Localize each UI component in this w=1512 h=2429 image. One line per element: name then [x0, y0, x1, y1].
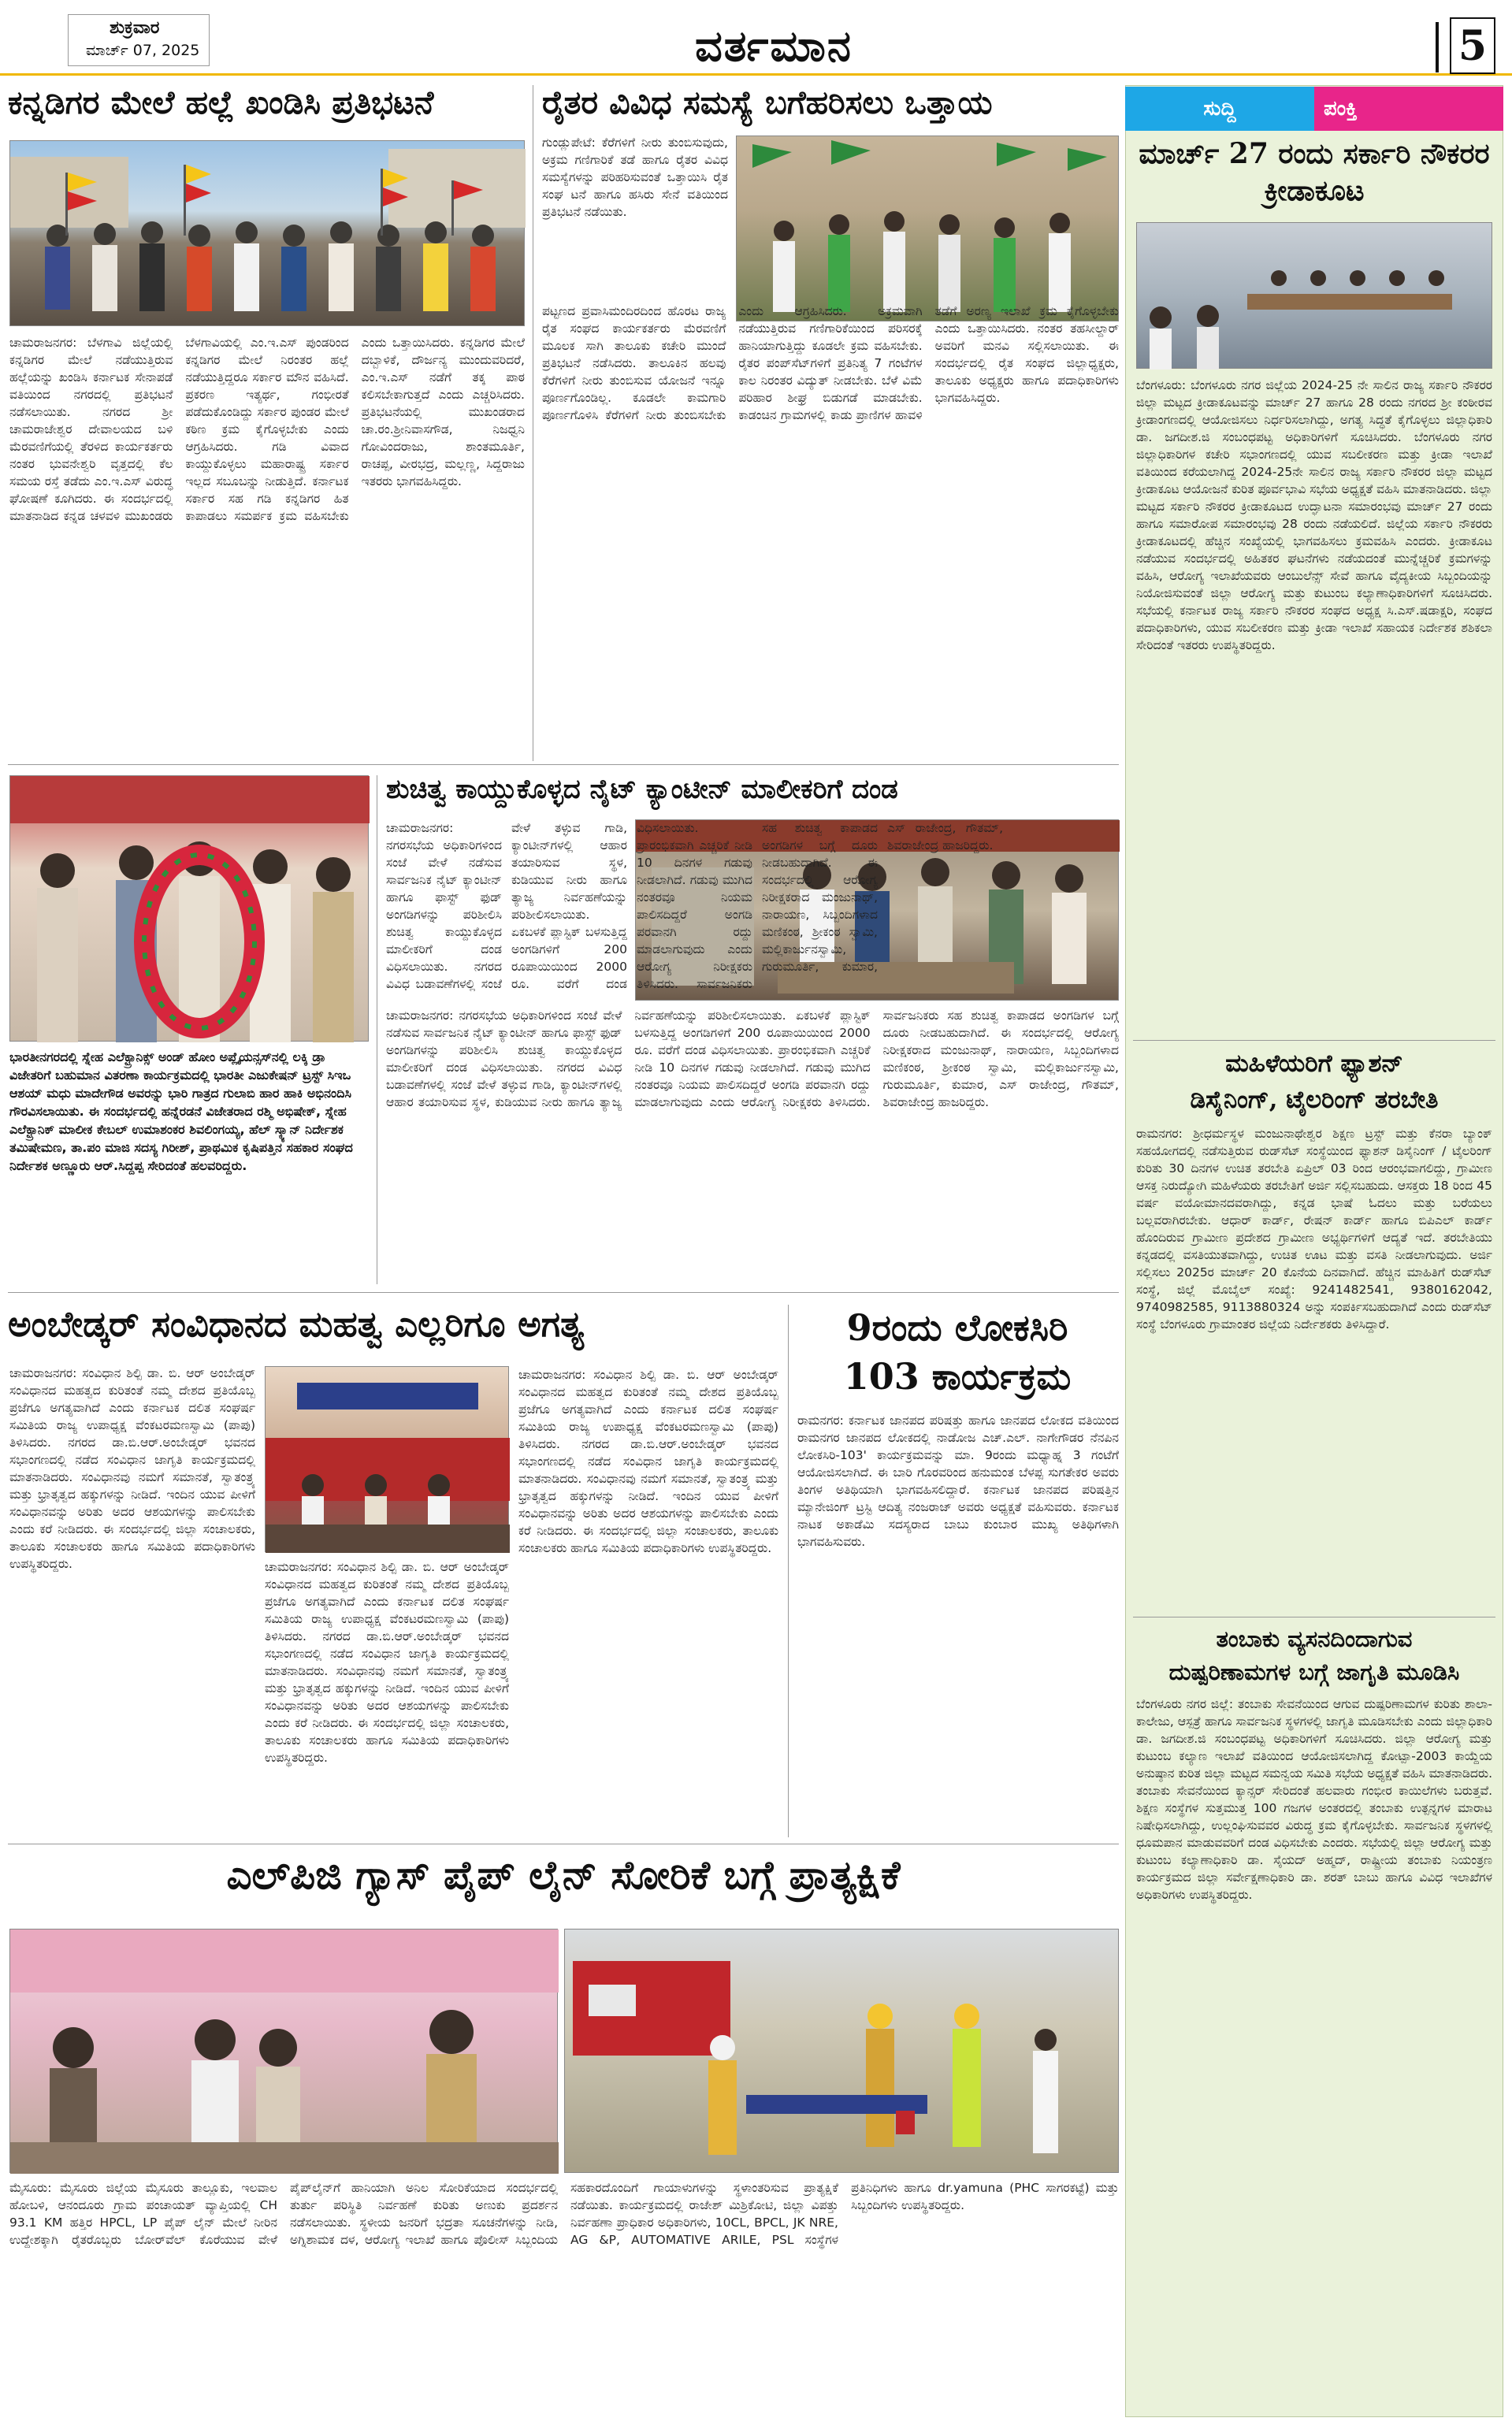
rescue-drill-image	[565, 1929, 1120, 2174]
story5-headline-line1: 9ರಂದು ಲೋಕಸಿರಿ	[846, 1306, 1068, 1349]
column-divider	[788, 1305, 789, 1837]
sidebar-s1-body: ಬೆಂಗಳೂರು: ಬೆಂಗಳೂರು ನಗರ ಜಿಲ್ಲೆಯ 2024-25 ನೇ ಸಾಲಿನ ರಾಜ್ಯ ಸರ್ಕಾರಿ ನೌಕರರ ಜಿಲ್ಲಾ ಮಟ್ಟದ ಕ್ರೀಡಾಕೂಟವನ್ನು ಮಾರ್ಚ್ 27 ಹಾಗೂ 28 ರಂದು ನಗರದ ಶ್ರೀ ಕಂಠೀರವ ಕ್ರೀಡಾಂಗಣದಲ್ಲಿ ಆಯೋಜಿಸಲು ನಿರ್ಧರಿಸಲಾಗಿದ್ದು, ಅಗತ್ಯ ಸಿದ್ಧತೆ ಕೈಗೊಳ್ಳಲು ಜಿಲ್ಲಾಧಿಕಾರಿ ಡಾ. ಜಗದೀಶ.ಜಿ ಸಂಬಂಧಪಟ್ಟ ಅಧಿಕಾರಿಗಳಿಗೆ ಸೂಚಿಸಿದರು. ಬೆಂಗಳೂರು ನಗರ ಜಿಲ್ಲಾಧಿಕಾರಿಗಳ ಕಚೇರಿ ಸಭಾಂಗಣದಲ್ಲಿ ಯುವ ಸಬಲೀಕರಣ ಮತ್ತು ಕ್ರೀಡಾ ಇಲಾಖೆ ವತಿಯಿಂದ ಕರೆಯಲಾಗಿದ್ದ 2024-25ನೇ ಸಾಲಿನ ರಾಜ್ಯ ಸರ್ಕಾರಿ ನೌಕರರ ಜಿಲ್ಲಾ ಮಟ್ಟದ ಕ್ರೀಡಾಕೂಟ ಆಯೋಜನೆ ಕುರಿತ ಪೂರ್ವಭಾವಿ ಸಭೆಯ ಅಧ್ಯಕ್ಷತೆ ವಹಿಸಿ ಮಾತನಾಡಿದರು. ಜಿಲ್ಲಾ ಮಟ್ಟದ ಸರ್ಕಾರಿ ನೌಕರರ ಕ್ರೀಡಾಕೂಟದ ಉದ್ಘಾಟನಾ ಸಮಾರಂಭವು ಮಾರ್ಚ್ 27 ರಂದು ಹಾಗೂ ಸಮಾರೋಪ ಸಮಾರಂಭವು 28 ರಂದು ನಡೆಯಲಿದೆ. ಜಿಲ್ಲೆಯ ಸರ್ಕಾರಿ ನೌಕರರು ಕ್ರೀಡಾಕೂಟದಲ್ಲಿ ಹೆಚ್ಚಿನ ಸಂಖ್ಯೆಯಲ್ಲಿ ಭಾಗವಹಿಸಲು ಕ್ರಮವಹಿಸಿ ಎಂದರು. ಕ್ರೀಡಾಕೂಟ ನಡೆಯುವ ಸಂದರ್ಭದಲ್ಲಿ ಅಹಿತಕರ ಘಟನೆಗಳು ನಡೆಯದಂತೆ ಮುನ್ನೆಚ್ಚರಿಕೆ ಕ್ರಮಗಳನ್ನು ವಹಿಸಿ, ಆರೋಗ್ಯ ಇಲಾಖೆಯವರು ಆಂಬುಲೆನ್ಸ್ ಸೇವೆ ಹಾಗೂ ವೈದ್ಯಕೀಯ ಸಿಬ್ಬಂದಿಯನ್ನು ನಿಯೋಜಿಸುವಂತೆ ಜಿಲ್ಲಾ ಆರೋಗ್ಯ ಮತ್ತು ಕುಟುಂಬ ಕಲ್ಯಾಣಾಧಿಕಾರಿಗಳಿಗೆ ಸೂಚಿಸಿದರು. ಸಭೆಯಲ್ಲಿ ಕರ್ನಾಟಕ ರಾಜ್ಯ ಸರ್ಕಾರಿ ನೌಕರರ ಸಂಘದ ಅಧ್ಯಕ್ಷ ಸಿ.ಎಸ್.ಷಡಾಕ್ಷರಿ, ಸಂಘದ ಪದಾಧಿಕಾರಿಗಳು, ಯುವ ಸಬಲೀಕರಣ ಮತ್ತು ಕ್ರೀಡಾ ಇಲಾಖೆ ಸಹಾಯಕ ನಿರ್ದೇಶಕ ಶಶಿಕಲಾ ಸೇರಿದಂತೆ ಇತರರು ಉಪಸ್ಥಿತರಿದ್ದರು.	[1136, 378, 1492, 652]
caption1-text: ಭಾರತೀನಗರದಲ್ಲಿ ಸ್ನೇಹ ಎಲೆಕ್ಟ್ರಾನಿಕ್ಸ್ ಅಂಡ್ ಹೋಂ ಅಪ್ಲೈಯನ್ಸಸ್‌ನಲ್ಲಿ ಲಕ್ಕಿ ಡ್ರಾ ವಿಜೇತರಿಗೆ ಬಹುಮಾನ ವಿತರಣಾ ಕಾರ್ಯಕ್ರಮದಲ್ಲಿ ಭಾರತೀ ಎಜುಕೇಷನ್ ಟ್ರಸ್ಟ್ ಸಿಇಒ ಆಶಯ್ ಮಧು ಮಾದೇಗೌಡ ಅವರನ್ನು ಭಾರಿ ಗಾತ್ರದ ಗುಲಾಬಿ ಹಾರ ಹಾಕಿ ಅಭಿನಂದಿಸಿ ಗೌರವಿಸಲಾಯಿತು. ಈ ಸಂದರ್ಭದಲ್ಲಿ ಹನ್ನೆರಡನೆ ವಿಜೇತರಾದ ರಶ್ಮಿ ಅಭಿಷೇಕ್, ಸ್ನೇಹ ಎಲೆಕ್ಟ್ರಾನಿಕ್ ಮಾಲೀಕ ಕೇಬಲ್ ಉಮಾಶಂಕರ ಶಿವಲಿಂಗಯ್ಯ, ಹೆಲ್ ಸ್ಕ್ಯಾನ್ ನಿರ್ದೇಶಕ ತಮಿಷೇಮಣ, ತಾ.ಪಂ ಮಾಜಿ ಸದಸ್ಯ ಗಿರೀಶ್, ಪ್ರಾಥಮಿಕ ಕೃಷಿಪತ್ತಿನ ಸಹಕಾರ ಸಂಘದ ನಿರ್ದೇಶಕ ಅಣ್ಣೂರು ಆರ್.ಸಿದ್ದಪ್ಪ ಸೇರಿದಂತೆ ಹಲವರಿದ್ದರು.	[9, 1049, 353, 1173]
date-box	[68, 14, 210, 66]
page-number-divider	[1436, 22, 1439, 72]
story3-body-intro: ಚಾಮರಾಜನಗರ: ನಗರಸಭೆಯ ಅಧಿಕಾರಿಗಳಿಂದ ಸಂಜೆ ವೇಳೆ ನಡೆಸುವ ಸಾರ್ವಜನಿಕ ನೈಟ್ ಕ್ಯಾಂಟೀನ್ ಹಾಗೂ ಫಾಸ್ಟ್ ಫುಡ್ ಅಂಗಡಿಗಳನ್ನು ಪರಿಶೀಲಿಸಿ ಶುಚಿತ್ವ ಕಾಯ್ದುಕೊಳ್ಳದ ಮಾಲೀಕರಿಗೆ ದಂಡ ವಿಧಿಸಲಾಯಿತು. ನಗರದ ವಿವಿಧ ಬಡಾವಣೆಗಳಲ್ಲಿ ಸಂಜೆ ವೇಳೆ ತಳ್ಳುವ ಗಾಡಿ, ಕ್ಯಾಂಟೀನ್‌ಗಳಲ್ಲಿ ಆಹಾರ ತಯಾರಿಸುವ ಸ್ಥಳ, ಕುಡಿಯುವ ನೀರು ಹಾಗೂ ತ್ಯಾಜ್ಯ ನಿರ್ವಹಣೆಯನ್ನು ಪರಿಶೀಲಿಸಲಾಯಿತು. ಏಕಬಳಕೆ ಪ್ಲಾಸ್ಟಿಕ್ ಬಳಸುತ್ತಿದ್ದ ಅಂಗಡಿಗಳಿಗೆ 200 ರೂಪಾಯಿಯಿಂದ 2000 ರೂ. ವರೆಗೆ ದಂಡ	[386, 821, 627, 991]
sidebar-s2-headline-line2: ಡಿಸೈನಿಂಗ್, ಟೈಲರಿಂಗ್ ತರಬೇತಿ	[1190, 1086, 1439, 1114]
sidebar-tab-news: ಸುದ್ದಿ	[1125, 87, 1314, 131]
issue-date: ಮಾರ್ಚ್ 07, 2025	[86, 42, 200, 59]
sidebar-divider	[1133, 1040, 1495, 1041]
sidebar-s3-headline-line1: ತಂಬಾಕು ವ್ಯಸನದಿಂದಾಗುವ	[1216, 1625, 1413, 1652]
story1-body: ಚಾಮರಾಜನಗರ: ಬೆಳಗಾವಿ ಜಿಲ್ಲೆಯಲ್ಲಿ ಕನ್ನಡಿಗರ ಮೇಲೆ ನಡೆಯುತ್ತಿರುವ ಹಲ್ಲೆಯನ್ನು ಖಂಡಿಸಿ ಕರ್ನಾಟಕ ಸೇನಾಪಡೆ ವತಿಯಿಂದ ನಗರದಲ್ಲಿ ಪ್ರತಿಭಟನೆ ನಡೆಸಲಾಯಿತು. ನಗರದ ಶ್ರೀ ಚಾಮರಾಜೇಶ್ವರ ದೇವಾಲಯದ ಬಳಿ ಮೆರವಣಿಗೆಯಲ್ಲಿ ತೆರಳಿದ ಕಾರ್ಯಕರ್ತರು ನಂತರ ಭುವನೇಶ್ವರಿ ವೃತ್ತದಲ್ಲಿ ಕೆಲ ಸಮಯ ರಸ್ತೆ ತಡೆದು ಎಂ.ಇ.ಎಸ್ ವಿರುದ್ಧ ಘೋಷಣೆ ಕೂಗಿದರು. ಈ ಸಂದರ್ಭದಲ್ಲಿ ಮಾತನಾಡಿದ ಕನ್ನಡ ಚಳವಳಿ ಮುಖಂಡರು ಬೆಳಗಾವಿಯಲ್ಲಿ ಎಂ.ಇ.ಎಸ್ ಪುಂಡರಿಂದ ಕನ್ನಡಿಗರ ಮೇಲೆ ನಿರಂತರ ಹಲ್ಲೆ ನಡೆಯುತ್ತಿದ್ದರೂ ಸರ್ಕಾರ ಮೌನ ವಹಿಸಿದೆ. ಪ್ರಕರಣ ಇತ್ಯರ್ಥ, ಗಂಭೀರತೆ ಪಡೆದುಕೊಂಡಿದ್ದು ಸರ್ಕಾರ ಪುಂಡರ ಮೇಲೆ ಕಠಿಣ ಕ್ರಮ ಕೈಗೊಳ್ಳಬೇಕು ಎಂದು ಆಗ್ರಹಿಸಿದರು. ಗಡಿ ವಿವಾದ ಕಾಯ್ದುಕೊಳ್ಳಲು ಮಹಾರಾಷ್ಟ್ರ ಸರ್ಕಾರ ಇಲ್ಲದ ಸಬೂಬನ್ನು ನೀಡುತ್ತಿದೆ. ಕರ್ನಾಟಕ ಸರ್ಕಾರ ಸಹ ಗಡಿ ಕನ್ನಡಿಗರ ಹಿತ ಕಾಪಾಡಲು ಸಮರ್ಪಕ ಕ್ರಮ ವಹಿಸಬೇಕು ಎಂದು ಒತ್ತಾಯಿಸಿದರು. ಕನ್ನಡಿಗರ ಮೇಲೆ ದಬ್ಬಾಳಿಕೆ, ದೌರ್ಜನ್ಯ ಮುಂದುವರಿದರೆ, ಎಂ.ಇ.ಎಸ್ ನಡೆಗೆ ತಕ್ಕ ಪಾಠ ಕಲಿಸಬೇಕಾಗುತ್ತದೆ ಎಂದು ಎಚ್ಚರಿಸಿದರು. ಪ್ರತಿಭಟನೆಯಲ್ಲಿ ಮುಖಂಡರಾದ ಚಾ.ರಂ.ಶ್ರೀನಿವಾಸಗೌಡ, ನಿಜಧ್ವನಿ ಗೋವಿಂದರಾಜು, ಶಾಂತಮೂರ್ತಿ, ರಾಚಪ್ಪ, ವೀರಭದ್ರ, ಮಲ್ಲಣ್ಣ, ಸಿದ್ದರಾಜು ಇತರರು ಭಾಗವಹಿಸಿದ್ದರು.	[9, 336, 525, 523]
sidebar-s3-body: ಬೆಂಗಳೂರು ನಗರ ಜಿಲ್ಲೆ: ತಂಬಾಕು ಸೇವನೆಯಿಂದ ಆಗುವ ದುಷ್ಪರಿಣಾಮಗಳ ಕುರಿತು ಶಾಲಾ-ಕಾಲೇಜು, ಆಸ್ಪತ್ರೆ ಹಾಗೂ ಸಾರ್ವಜನಿಕ ಸ್ಥಳಗಳಲ್ಲಿ ಜಾಗೃತಿ ಮೂಡಿಸಬೇಕು ಎಂದು ಜಿಲ್ಲಾಧಿಕಾರಿ ಡಾ. ಜಗದೀಶ.ಜಿ ಸಂಬಂಧಪಟ್ಟ ಅಧಿಕಾರಿಗಳಿಗೆ ಸೂಚಿಸಿದರು. ಜಿಲ್ಲಾ ಆರೋಗ್ಯ ಮತ್ತು ಕುಟುಂಬ ಕಲ್ಯಾಣ ಇಲಾಖೆ ವತಿಯಿಂದ ಆಯೋಜಿಸಲಾಗಿದ್ದ ಕೋಟ್ಪಾ-2003 ಕಾಯ್ದೆಯ ಅನುಷ್ಠಾನ ಕುರಿತ ಜಿಲ್ಲಾ ಮಟ್ಟದ ಸಮನ್ವಯ ಸಮಿತಿ ಸಭೆಯ ಅಧ್ಯಕ್ಷತೆ ವಹಿಸಿ ಮಾತನಾಡಿದರು. ತಂಬಾಕು ಸೇವನೆಯಿಂದ ಕ್ಯಾನ್ಸರ್ ಸೇರಿದಂತೆ ಹಲವಾರು ಗಂಭೀರ ಕಾಯಿಲೆಗಳು ಬರುತ್ತವೆ. ಶಿಕ್ಷಣ ಸಂಸ್ಥೆಗಳ ಸುತ್ತಮುತ್ತ 100 ಗಜಗಳ ಅಂತರದಲ್ಲಿ ತಂಬಾಕು ಉತ್ಪನ್ನಗಳ ಮಾರಾಟ ನಿಷೇಧಿಸಲಾಗಿದ್ದು, ಉಲ್ಲಂಘಿಸುವವರ ವಿರುದ್ಧ ಕ್ರಮ ಕೈಗೊಳ್ಳಬೇಕು. ಸಾರ್ವಜನಿಕ ಸ್ಥಳಗಳಲ್ಲಿ ಧೂಮಪಾನ ಮಾಡುವವರಿಗೆ ದಂಡ ವಿಧಿಸಬೇಕು ಎಂದರು. ಸಭೆಯಲ್ಲಿ ಜಿಲ್ಲಾ ಆರೋಗ್ಯ ಮತ್ತು ಕುಟುಂಬ ಕಲ್ಯಾಣಾಧಿಕಾರಿ ಡಾ. ಸೈಯದ್ ಅಹ್ಮದ್, ರಾಷ್ಟ್ರೀಯ ತಂಬಾಕು ನಿಯಂತ್ರಣ ಕಾರ್ಯಕ್ರಮದ ಜಿಲ್ಲಾ ಸರ್ವೇಕ್ಷಣಾಧಿಕಾರಿ ಡಾ. ಶರತ್ ಬಾಬು ಹಾಗೂ ವಿವಿಧ ಇಲಾಖೆಗಳ ಅಧಿಕಾರಿಗಳು ಉಪಸ್ಥಿತರಿದ್ದರು.	[1136, 1697, 1492, 1902]
story6-photo-right	[564, 1929, 1119, 2173]
story1-photo	[9, 140, 525, 326]
sidebar-s3-headline-line2: ದುಷ್ಪರಿಣಾಮಗಳ ಬಗ್ಗೆ ಜಾಗೃತಿ ಮೂಡಿಸಿ	[1168, 1658, 1460, 1685]
story2-photo	[736, 136, 1119, 321]
story3-body: ಚಾಮರಾಜನಗರ: ನಗರಸಭೆಯ ಅಧಿಕಾರಿಗಳಿಂದ ಸಂಜೆ ವೇಳೆ ನಡೆಸುವ ಸಾರ್ವಜನಿಕ ನೈಟ್ ಕ್ಯಾಂಟೀನ್ ಹಾಗೂ ಫಾಸ್ಟ್ ಫುಡ್ ಅಂಗಡಿಗಳನ್ನು ಪರಿಶೀಲಿಸಿ ಶುಚಿತ್ವ ಕಾಯ್ದುಕೊಳ್ಳದ ಮಾಲೀಕರಿಗೆ ದಂಡ ವಿಧಿಸಲಾಯಿತು. ನಗರದ ವಿವಿಧ ಬಡಾವಣೆಗಳಲ್ಲಿ ಸಂಜೆ ವೇಳೆ ತಳ್ಳುವ ಗಾಡಿ, ಕ್ಯಾಂಟೀನ್‌ಗಳಲ್ಲಿ ಆಹಾರ ತಯಾರಿಸುವ ಸ್ಥಳ, ಕುಡಿಯುವ ನೀರು ಹಾಗೂ ತ್ಯಾಜ್ಯ ನಿರ್ವಹಣೆಯನ್ನು ಪರಿಶೀಲಿಸಲಾಯಿತು. ಏಕಬಳಕೆ ಪ್ಲಾಸ್ಟಿಕ್ ಬಳಸುತ್ತಿದ್ದ ಅಂಗಡಿಗಳಿಗೆ 200 ರೂಪಾಯಿಯಿಂದ 2000 ರೂ. ವರೆಗೆ ದಂಡ ವಿಧಿಸಲಾಯಿತು. ಪ್ರಾರಂಭಿಕವಾಗಿ ಎಚ್ಚರಿಕೆ ನೀಡಿ 10 ದಿನಗಳ ಗಡುವು ನೀಡಲಾಗಿದೆ. ಗಡುವು ಮುಗಿದ ನಂತರವೂ ನಿಯಮ ಪಾಲಿಸದಿದ್ದರೆ ಅಂಗಡಿ ಪರವಾನಗಿ ರದ್ದು ಮಾಡಲಾಗುವುದು ಎಂದು ಆರೋಗ್ಯ ನಿರೀಕ್ಷಕರು ತಿಳಿಸಿದರು. ಸಾರ್ವಜನಿಕರು ಸಹ ಶುಚಿತ್ವ ಕಾಪಾಡದ ಅಂಗಡಿಗಳ ಬಗ್ಗೆ ದೂರು ನೀಡಬಹುದಾಗಿದೆ. ಈ ಸಂದರ್ಭದಲ್ಲಿ ಆರೋಗ್ಯ ನಿರೀಕ್ಷಕರಾದ ಮಂಜುನಾಥ್, ನಾರಾಯಣ, ಸಿಬ್ಬಂದಿಗಳಾದ ಮಣಿಕಂಠ, ಶ್ರೀಕಂಠ ಸ್ವಾಮಿ, ಮಲ್ಲಿಕಾರ್ಜುನಸ್ವಾಮಿ, ಗುರುಮೂರ್ತಿ, ಕುಮಾರ, ಎಸ್ ರಾಜೇಂದ್ರ, ಗೌತಮ್, ಶಿವರಾಜೇಂದ್ರ ಹಾಜರಿದ್ದರು.	[386, 1008, 1119, 1109]
farmers-protest-image	[737, 136, 1120, 322]
story5-headline-line2: 103 ಕಾರ್ಯಕ್ರಮ	[843, 1355, 1072, 1398]
protest-crowd-image	[10, 141, 526, 327]
page-number: 5	[1450, 17, 1495, 74]
meeting-hall-image	[1137, 223, 1493, 370]
story6-headline: ಎಲ್‌ಪಿಜಿ ಗ್ಯಾಸ್ ಪೈಪ್ ಲೈನ್ ಸೋರಿಕೆ ಬಗ್ಗೆ ಪ್ರಾತ್ಯಕ್ಷಿಕೆ	[226, 1851, 901, 1898]
story4-photo	[265, 1366, 509, 1552]
section-divider	[8, 1292, 1119, 1293]
story6-photo-left	[9, 1929, 558, 2173]
story2-headline: ರೈತರ ವಿವಿಧ ಸಮಸ್ಯೆ ಬಗೆಹರಿಸಲು ಒತ್ತಾಯ	[542, 84, 993, 121]
sidebar-s1-headline: ಮಾರ್ಚ್ 27 ರಂದು ಸರ್ಕಾರಿ ನೌಕರರ ಕ್ರೀಡಾಕೂಟ	[1139, 137, 1490, 207]
sidebar-s2-body: ರಾಮನಗರ: ಶ್ರೀಧರ್ಮಸ್ಥಳ ಮಂಜುನಾಥೇಶ್ವರ ಶಿಕ್ಷಣ ಟ್ರಸ್ಟ್ ಮತ್ತು ಕೆನರಾ ಬ್ಯಾಂಕ್ ಸಹಯೋಗದಲ್ಲಿ ನಡೆಸುತ್ತಿರುವ ರುಡ್‌ಸೆಟ್ ಸಂಸ್ಥೆಯಿಂದ ಫ್ಯಾಶನ್ ಡಿಸೈನಿಂಗ್ / ಟೈಲರಿಂಗ್ ಕುರಿತು 30 ದಿನಗಳ ಉಚಿತ ತರಬೇತಿ ಏಪ್ರಿಲ್ 03 ರಿಂದ ಆರಂಭವಾಗಲಿದ್ದು, ಗ್ರಾಮೀಣ ಆಸಕ್ತ ನಿರುದ್ಯೋಗಿ ಮಹಿಳೆಯರು ತರಬೇತಿಗೆ ಅರ್ಜಿ ಸಲ್ಲಿಸಬಹುದು. ಆಸಕ್ತರು 18 ರಿಂದ 45 ವರ್ಷ ವಯೋಮಾನದವರಾಗಿದ್ದು, ಕನ್ನಡ ಭಾಷೆ ಓದಲು ಮತ್ತು ಬರೆಯಲು ಬಲ್ಲವರಾಗಿರಬೇಕು. ಆಧಾರ್ ಕಾರ್ಡ್, ರೇಷನ್ ಕಾರ್ಡ್ ಹಾಗೂ ಬಿಪಿಎಲ್ ಕಾರ್ಡ್ ಹೊಂದಿರುವ ಗ್ರಾಮೀಣ ಪ್ರದೇಶದ ಗ್ರಾಮೀಣ ಅಭ್ಯರ್ಥಿಗಳಿಗೆ ಆದ್ಯತೆ ಇದೆ. ತರಬೇತಿಯು ಕನ್ನಡದಲ್ಲಿ ವಸತಿಯುತವಾಗಿದ್ದು, ಉಚಿತ ಊಟ ಮತ್ತು ವಸತಿ ನೀಡಲಾಗುವುದು. ಅರ್ಜಿ ಸಲ್ಲಿಸಲು 2025ರ ಮಾರ್ಚ್ 20 ಕೊನೆಯ ದಿನವಾಗಿದೆ. ಹೆಚ್ಚಿನ ಮಾಹಿತಿಗೆ ರುಡ್‌ಸೆಟ್ ಸಂಸ್ಥೆ, ಜಿಲ್ಲೆ ಮೊಬೈಲ್ ಸಂಖ್ಯೆ: 9241482541, 9380162042, 9740982585, 9113880324 ಅನ್ನು ಸಂಪರ್ಕಿಸಬಹುದಾಗಿದೆ ಎಂದು ರುಡ್‌ಸೆಟ್ ಸಂಸ್ಥೆ ಬೆಂಗಳೂರು ಗ್ರಾಮಾಂತರ ಜಿಲ್ಲೆಯ ನಿರ್ದೇಶಕರು ತಿಳಿಸಿದ್ದಾರೆ.	[1136, 1127, 1492, 1331]
story4-headline: ಅಂಬೇಡ್ಕರ್ ಸಂವಿಧಾನದ ಮಹತ್ವ ಎಲ್ಲರಿಗೂ ಅಗತ್ಯ	[8, 1303, 585, 1345]
officials-seated-image	[10, 1929, 559, 2174]
caption1-photo	[9, 775, 369, 1042]
story2-lead: ಗುಂಡ್ಲುಪೇಟೆ: ಕೆರೆಗಳಿಗೆ ನೀರು ತುಂಬಿಸುವುದು, ಅಕ್ರಮ ಗಣಿಗಾರಿಕೆ ತಡೆ ಹಾಗೂ ರೈತರ ವಿವಿಧ ಸಮಸ್ಯೆಗಳನ್ನು ಪರಿಹರಿಸುವಂತೆ ಒತ್ತಾಯಿಸಿ ರೈತ ಸಂಘ ಟನೆ ಹಾಗೂ ಹಸಿರು ಸೇನೆ ವತಿಯಿಂದ ಪ್ರತಿಭಟನೆ ನಡೆಯಿತು.	[542, 136, 728, 219]
sidebar-s1-photo	[1136, 222, 1492, 369]
story2-body: ಪಟ್ಟಣದ ಪ್ರವಾಸಿಮಂದಿರದಿಂದ ಹೊರಟ ರಾಜ್ಯ ರೈತ ಸಂಘದ ಕಾರ್ಯಕರ್ತರು ಮೆರವಣಿಗೆ ಮೂಲಕ ಸಾಗಿ ತಾಲೂಕು ಕಚೇರಿ ಮುಂದೆ ಪ್ರತಿಭಟನೆ ನಡೆಸಿದರು. ತಾಲೂಕಿನ ಹಲವು ಕೆರೆಗಳಿಗೆ ನೀರು ತುಂಬಿಸುವ ಯೋಜನೆ ಇನ್ನೂ ಪೂರ್ಣಗೊಂಡಿಲ್ಲ. ಕೂಡಲೇ ಕಾಮಗಾರಿ ಪೂರ್ಣಗೊಳಿಸಿ ಕೆರೆಗಳಿಗೆ ನೀರು ತುಂಬಿಸಬೇಕು ಎಂದು ಆಗ್ರಹಿಸಿದರು. ಅಕ್ರಮವಾಗಿ ನಡೆಯುತ್ತಿರುವ ಗಣಿಗಾರಿಕೆಯಿಂದ ಪರಿಸರಕ್ಕೆ ಹಾನಿಯಾಗುತ್ತಿದ್ದು ಕೂಡಲೇ ಕ್ರಮ ವಹಿಸಬೇಕು. ರೈತರ ಪಂಪ್‌ಸೆಟ್‌ಗಳಿಗೆ ಪ್ರತಿನಿತ್ಯ 7 ಗಂಟೆಗಳ ಕಾಲ ನಿರಂತರ ವಿದ್ಯುತ್ ನೀಡಬೇಕು. ಬೆಳೆ ವಿಮೆ ಪರಿಹಾರ ಶೀಘ್ರ ಬಿಡುಗಡೆ ಮಾಡಬೇಕು. ಕಾಡಂಚಿನ ಗ್ರಾಮಗಳಲ್ಲಿ ಕಾಡು ಪ್ರಾಣಿಗಳ ಹಾವಳಿ ತಡೆಗೆ ಅರಣ್ಯ ಇಲಾಖೆ ಕ್ರಮ ಕೈಗೊಳ್ಳಬೇಕು ಎಂದು ಒತ್ತಾಯಿಸಿದರು. ನಂತರ ತಹಸೀಲ್ದಾರ್ ಅವರಿಗೆ ಮನವಿ ಸಲ್ಲಿಸಲಾಯಿತು. ಈ ಸಂದರ್ಭದಲ್ಲಿ ರೈತ ಸಂಘದ ಜಿಲ್ಲಾಧ್ಯಕ್ಷರು, ತಾಲೂಕು ಅಧ್ಯಕ್ಷರು ಹಾಗೂ ಪದಾಧಿಕಾರಿಗಳು ಭಾಗವಹಿಸಿದ್ದರು.	[542, 304, 1119, 422]
story3-headline: ಶುಚಿತ್ವ ಕಾಯ್ದುಕೊಳ್ಳದ ನೈಟ್ ಕ್ಯಾಂಟೀನ್ ಮಾಲೀಕರಿಗೆ ದಂಡ	[386, 774, 898, 805]
section-divider	[8, 764, 1119, 765]
story4-body-col3: ಚಾಮರಾಜನಗರ: ಸಂವಿಧಾನ ಶಿಲ್ಪಿ ಡಾ. ಬಿ. ಆರ್ ಅಂಬೇಡ್ಕರ್ ಸಂವಿಧಾನದ ಮಹತ್ವದ ಕುರಿತಂತೆ ನಮ್ಮ ದೇಶದ ಪ್ರತಿಯೊಬ್ಬ ಪ್ರಜೆಗೂ ಅಗತ್ಯವಾಗಿದೆ ಎಂದು ಕರ್ನಾಟಕ ದಲಿತ ಸಂಘರ್ಷ ಸಮಿತಿಯ ರಾಜ್ಯ ಉಪಾಧ್ಯಕ್ಷ ವೆಂಕಟರಮಣಸ್ವಾಮಿ (ಪಾಪು) ತಿಳಿಸಿದರು. ನಗರದ ಡಾ.ಬಿ.ಆರ್.ಅಂಬೇಡ್ಕರ್ ಭವನದ ಸಭಾಂಗಣದಲ್ಲಿ ನಡೆದ ಸಂವಿಧಾನ ಜಾಗೃತಿ ಕಾರ್ಯಕ್ರಮದಲ್ಲಿ ಮಾತನಾಡಿದರು. ಸಂವಿಧಾನವು ನಮಗೆ ಸಮಾನತೆ, ಸ್ವಾತಂತ್ರ್ಯ ಮತ್ತು ಭ್ರಾತೃತ್ವದ ಹಕ್ಕುಗಳನ್ನು ನೀಡಿದೆ. ಇಂದಿನ ಯುವ ಪೀಳಿಗೆ ಸಂವಿಧಾನವನ್ನು ಅರಿತು ಅದರ ಆಶಯಗಳನ್ನು ಪಾಲಿಸಬೇಕು ಎಂದು ಕರೆ ನೀಡಿದರು. ಈ ಸಂದರ್ಭದಲ್ಲಿ ಜಿಲ್ಲಾ ಸಂಚಾಲಕರು, ತಾಲೂಕು ಸಂಚಾಲಕರು ಹಾಗೂ ಸಮಿತಿಯ ಪದಾಧಿಕಾರಿಗಳು ಉಪಸ್ಥಿತರಿದ್ದರು.	[518, 1368, 778, 1555]
constitution-event-image	[266, 1367, 510, 1553]
felicitation-garland-image	[10, 776, 370, 1042]
story4-body-col1: ಚಾಮರಾಜನಗರ: ಸಂವಿಧಾನ ಶಿಲ್ಪಿ ಡಾ. ಬಿ. ಆರ್ ಅಂಬೇಡ್ಕರ್ ಸಂವಿಧಾನದ ಮಹತ್ವದ ಕುರಿತಂತೆ ನಮ್ಮ ದೇಶದ ಪ್ರತಿಯೊಬ್ಬ ಪ್ರಜೆಗೂ ಅಗತ್ಯವಾಗಿದೆ ಎಂದು ಕರ್ನಾಟಕ ದಲಿತ ಸಂಘರ್ಷ ಸಮಿತಿಯ ರಾಜ್ಯ ಉಪಾಧ್ಯಕ್ಷ ವೆಂಕಟರಮಣಸ್ವಾಮಿ (ಪಾಪು) ತಿಳಿಸಿದರು. ನಗರದ ಡಾ.ಬಿ.ಆರ್.ಅಂಬೇಡ್ಕರ್ ಭವನದ ಸಭಾಂಗಣದಲ್ಲಿ ನಡೆದ ಸಂವಿಧಾನ ಜಾಗೃತಿ ಕಾರ್ಯಕ್ರಮದಲ್ಲಿ ಮಾತನಾಡಿದರು. ಸಂವಿಧಾನವು ನಮಗೆ ಸಮಾನತೆ, ಸ್ವಾತಂತ್ರ್ಯ ಮತ್ತು ಭ್ರಾತೃತ್ವದ ಹಕ್ಕುಗಳನ್ನು ನೀಡಿದೆ. ಇಂದಿನ ಯುವ ಪೀಳಿಗೆ ಸಂವಿಧಾನವನ್ನು ಅರಿತು ಅದರ ಆಶಯಗಳನ್ನು ಪಾಲಿಸಬೇಕು ಎಂದು ಕರೆ ನೀಡಿದರು. ಈ ಸಂದರ್ಭದಲ್ಲಿ ಜಿಲ್ಲಾ ಸಂಚಾಲಕರು, ತಾಲೂಕು ಸಂಚಾಲಕರು ಹಾಗೂ ಸಮಿತಿಯ ಪದಾಧಿಕಾರಿಗಳು ಉಪಸ್ಥಿತರಿದ್ದರು.	[9, 1366, 255, 1571]
sidebar-tab-column: ಪಂಕ್ತಿ	[1314, 87, 1503, 131]
newspaper-logo: ವರ್ತಮಾನ	[695, 20, 853, 71]
story1-headline: ಕನ್ನಡಿಗರ ಮೇಲೆ ಹಲ್ಲೆ ಖಂಡಿಸಿ ಪ್ರತಿಭಟನೆ	[8, 84, 434, 121]
story5-body: ರಾಮನಗರ: ಕರ್ನಾಟಕ ಜಾನಪದ ಪರಿಷತ್ತು ಹಾಗೂ ಜಾನಪದ ಲೋಕದ ವತಿಯಿಂದ ರಾಮನಗರ ಜಾನಪದ ಲೋಕದಲ್ಲಿ ನಾಡೋಜ ಎಚ್.ಎಲ್. ನಾಗೇಗೌಡರ ನೆನಪಿನ ಲೋಕಸಿರಿ-103' ಕಾರ್ಯಕ್ರಮವನ್ನು ಮಾ. 9ರಂದು ಮಧ್ಯಾಹ್ನ 3 ಗಂಟೆಗೆ ಆಯೋಜಿಸಲಾಗಿದೆ. ಈ ಬಾರಿ ಗೊರವರಿಂದ ಹನುಮಂತ ಬೆಳಪ್ಪ ಸುಗತೇಕರ ಅವರು ತಿಂಗಳ ಅತಿಥಿಯಾಗಿ ಭಾಗವಹಿಸಲಿದ್ದಾರೆ. ಕರ್ನಾಟಕ ಜಾನಪದ ಪರಿಷತ್ತಿನ ಮ್ಯಾನೇಜಿಂಗ್ ಟ್ರಸ್ಟಿ ಆದಿತ್ಯ ನಂಜರಾಜ್ ಅವರು ಅಧ್ಯಕ್ಷತೆ ವಹಿಸುವರು. ಕರ್ನಾಟಕ ನಾಟಕ ಅಕಾಡೆಮಿ ಸದಸ್ಯರಾದ ಬಾಬು ಕುಂಬಾರ ಮುಖ್ಯ ಅತಿಥಿಗಳಾಗಿ ಭಾಗವಹಿಸುವರು.	[797, 1413, 1119, 1549]
sidebar-s2-headline-line1: ಮಹಿಳೆಯರಿಗೆ ಫ್ಯಾಶನ್	[1225, 1049, 1403, 1078]
story6-body: ಮೈಸೂರು: ಮೈಸೂರು ಜಿಲ್ಲೆಯ ಮೈಸೂರು ತಾಲ್ಲೂಕು, ಇಲವಾಲ ಹೋಬಳಿ, ಆನಂದೂರು ಗ್ರಾಮ ಪಂಚಾಯತ್ ವ್ಯಾಪ್ತಿಯಲ್ಲಿ CH 93.1 KM ಹತ್ತಿರ HPCL, LP ಪೈಪ್ ಲೈನ್ ಮೇಲೆ ನೀರಿನ ಉದ್ದೇಶಕ್ಕಾಗಿ ರೈತರೊಬ್ಬರು ಬೋರ್‌ವೆಲ್ ಕೊರೆಯುವ ವೇಳೆ ಪೈಪ್‌ಲೈನ್‌ಗೆ ಹಾನಿಯಾಗಿ ಅನಿಲ ಸೋರಿಕೆಯಾದ ಸಂದರ್ಭದಲ್ಲಿ ತುರ್ತು ಪರಿಸ್ಥಿತಿ ನಿರ್ವಹಣೆ ಕುರಿತು ಅಣುಕು ಪ್ರದರ್ಶನ ನಡೆಸಲಾಯಿತು. ಸ್ಥಳೀಯ ಜನರಿಗೆ ಭದ್ರತಾ ಸೂಚನೆಗಳನ್ನು ನೀಡಿ, ಅಗ್ನಿಶಾಮಕ ದಳ, ಆರೋಗ್ಯ ಇಲಾಖೆ ಹಾಗೂ ಪೊಲೀಸ್ ಸಿಬ್ಬಂದಿಯ ಸಹಕಾರದೊಂದಿಗೆ ಗಾಯಾಳುಗಳನ್ನು ಸ್ಥಳಾಂತರಿಸುವ ಪ್ರಾತ್ಯಕ್ಷಿಕೆ ನಡೆಯಿತು. ಕಾರ್ಯಕ್ರಮದಲ್ಲಿ ರಾಜೇಶ್ ಮಿಶ್ರಿಕೋಟಿ, ಜಿಲ್ಲಾ ವಿಪತ್ತು ನಿರ್ವಹಣಾ ಪ್ರಾಧಿಕಾರ ಅಧಿಕಾರಿಗಳು, 10CL, BPCL, JK NRE, AG &P, AUTOMATIVE ARILE, PSL ಸಂಸ್ಥೆಗಳ ಪ್ರತಿನಿಧಿಗಳು ಹಾಗೂ dr.yamuna (PHC ಸಾಗರಕಟ್ಟೆ) ಮತ್ತು ಸಿಬ್ಬಂದಿಗಳು ಉಪಸ್ಥಿತರಿದ್ದರು.	[9, 2181, 1119, 2247]
issue-day: ಶುಕ್ರವಾರ	[110, 18, 160, 38]
story4-body-col2: ಚಾಮರಾಜನಗರ: ಸಂವಿಧಾನ ಶಿಲ್ಪಿ ಡಾ. ಬಿ. ಆರ್ ಅಂಬೇಡ್ಕರ್ ಸಂವಿಧಾನದ ಮಹತ್ವದ ಕುರಿತಂತೆ ನಮ್ಮ ದೇಶದ ಪ್ರತಿಯೊಬ್ಬ ಪ್ರಜೆಗೂ ಅಗತ್ಯವಾಗಿದೆ ಎಂದು ಕರ್ನಾಟಕ ದಲಿತ ಸಂಘರ್ಷ ಸಮಿತಿಯ ರಾಜ್ಯ ಉಪಾಧ್ಯಕ್ಷ ವೆಂಕಟರಮಣಸ್ವಾಮಿ (ಪಾಪು) ತಿಳಿಸಿದರು. ನಗರದ ಡಾ.ಬಿ.ಆರ್.ಅಂಬೇಡ್ಕರ್ ಭವನದ ಸಭಾಂಗಣದಲ್ಲಿ ನಡೆದ ಸಂವಿಧಾನ ಜಾಗೃತಿ ಕಾರ್ಯಕ್ರಮದಲ್ಲಿ ಮಾತನಾಡಿದರು. ಸಂವಿಧಾನವು ನಮಗೆ ಸಮಾನತೆ, ಸ್ವಾತಂತ್ರ್ಯ ಮತ್ತು ಭ್ರಾತೃತ್ವದ ಹಕ್ಕುಗಳನ್ನು ನೀಡಿದೆ. ಇಂದಿನ ಯುವ ಪೀಳಿಗೆ ಸಂವಿಧಾನವನ್ನು ಅರಿತು ಅದರ ಆಶಯಗಳನ್ನು ಪಾಲಿಸಬೇಕು ಎಂದು ಕರೆ ನೀಡಿದರು. ಈ ಸಂದರ್ಭದಲ್ಲಿ ಜಿಲ್ಲಾ ಸಂಚಾಲಕರು, ತಾಲೂಕು ಸಂಚಾಲಕರು ಹಾಗೂ ಸಮಿತಿಯ ಪದಾಧಿಕಾರಿಗಳು ಉಪಸ್ಥಿತರಿದ್ದರು.	[265, 1560, 509, 1765]
